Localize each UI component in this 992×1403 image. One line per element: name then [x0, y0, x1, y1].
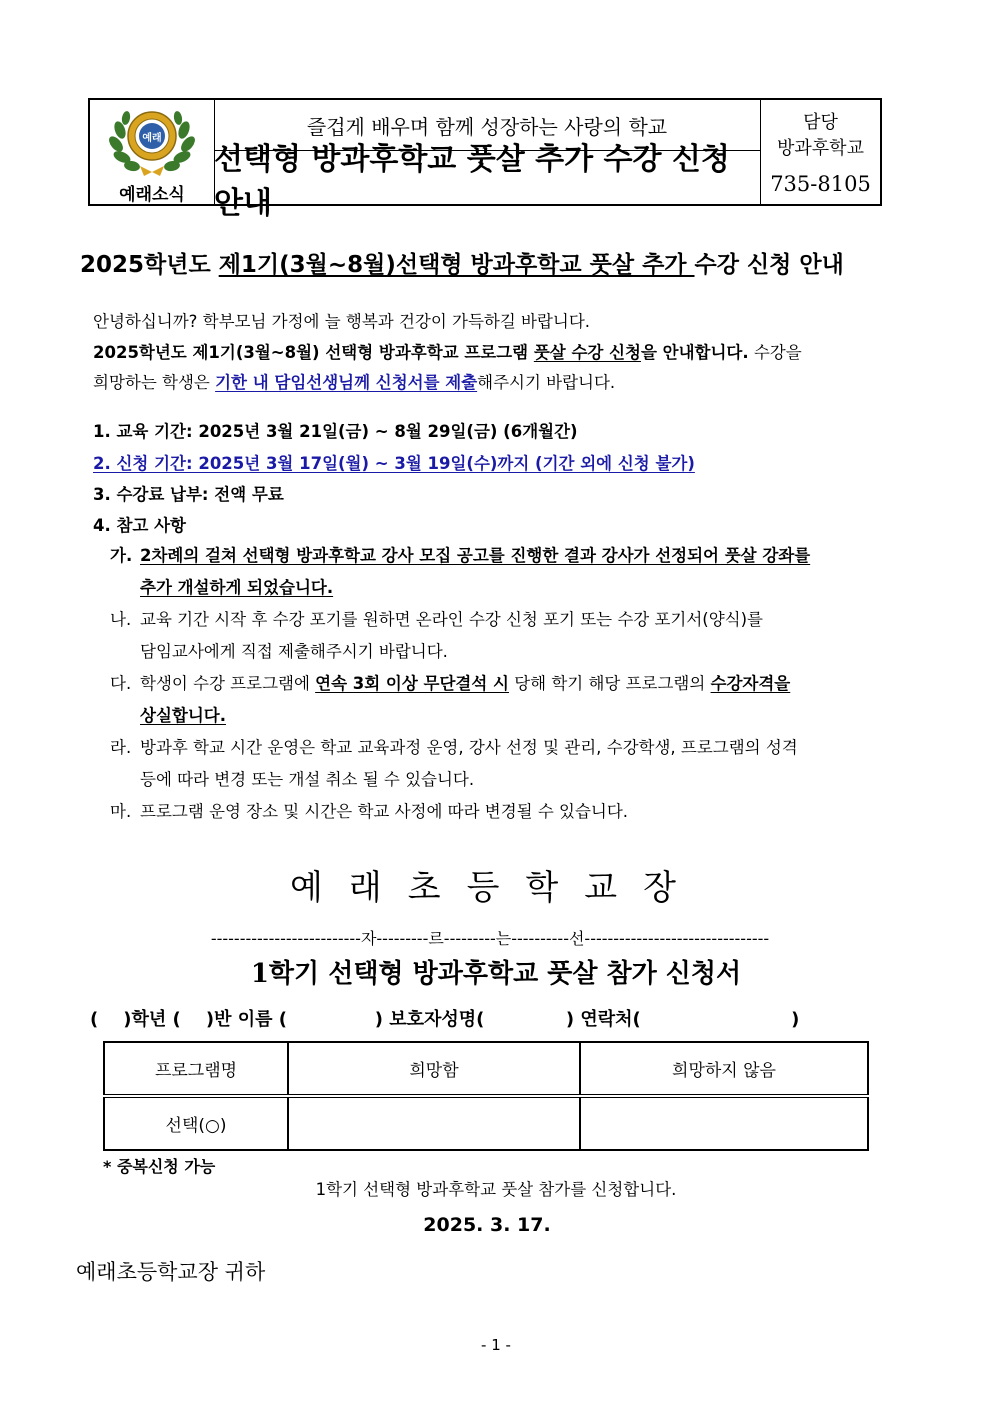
intro-line-3-post: 해주시기 바랍니다.	[477, 373, 616, 392]
note-da-line-2: 상실합니다.	[140, 706, 226, 725]
contact-dept: 방과후학교	[777, 138, 864, 159]
note-da-part-d: 수강자격을	[710, 674, 791, 693]
note-ra-marker: 라.	[110, 738, 132, 757]
header-center	[214, 100, 761, 221]
note-ga-marker: 가.	[110, 546, 133, 565]
header-title: 선택형 방과후학교 풋살 추가 수강 신청 안내	[214, 141, 730, 221]
form-recipient: 예래초등학교장 귀하	[76, 1260, 266, 1284]
header-box	[88, 98, 882, 221]
intro-line-2	[93, 339, 802, 363]
logo-label: 예래소식	[119, 185, 185, 205]
note-ma-marker: 마.	[110, 802, 132, 821]
intro-line-3-pre: 희망하는 학생은	[93, 373, 216, 392]
intro-line-2-bold: 2025학년도 제1기(3월~8월) 선택형 방과후학교 프로그램	[93, 343, 534, 362]
cut-line: --------------------------자---------르---------는----------선--------------------------------	[210, 929, 770, 948]
note-da-line-1	[140, 668, 898, 700]
intro-line-1: 안녕하십니까? 학부모님 가정에 늘 행복과 건강이 가득하길 바랍니다.	[93, 312, 591, 331]
note-ma	[110, 796, 900, 828]
table-header-row	[104, 1042, 868, 1096]
intro-line-2-underline: 풋살 수강 신청	[533, 343, 641, 362]
item-period: 1. 교육 기간: 2025년 3월 21일(금) ~ 8월 29일(금) (6개월간)	[93, 422, 578, 441]
intro-line-3	[93, 369, 615, 393]
note-da-part-a: 학생이 수강 프로그램에	[140, 674, 316, 693]
emblem-inner-text: 예래	[142, 133, 162, 144]
intro-line-3-highlight: 기한 내 담임선생님께 신청서를 제출	[215, 373, 478, 392]
logo-cell	[90, 100, 215, 204]
form-title: 1학기 선택형 방과후학교 풋살 참가 신청서	[250, 959, 742, 989]
note-ga-line-2: 추가 개설하게 되었습니다.	[140, 578, 334, 597]
item-fee: 3. 수강료 납부: 전액 무료	[93, 485, 284, 504]
apply-statement: 1학기 선택형 방과후학교 풋살 참가를 신청합니다.	[315, 1180, 677, 1199]
title-part-2: 제1기(3월~8월)선택형 방과후학교 풋살 추가	[218, 252, 695, 278]
header-want: 희망함	[288, 1042, 580, 1096]
item-notes-heading: 4. 참고 사항	[93, 516, 186, 535]
note-ga	[110, 540, 900, 604]
contact-cell	[761, 100, 880, 204]
contact-phone: 735-8105	[770, 172, 871, 196]
note-da-marker: 다.	[110, 674, 132, 693]
school-slogan: 즐겁게 배우며 함께 성장하는 사랑의 학교	[214, 100, 760, 151]
note-na-marker: 나.	[110, 610, 132, 629]
page-number: - 1 -	[481, 1336, 511, 1354]
want-cell[interactable]	[288, 1096, 580, 1150]
note-ra-line-1: 방과후 학교 시간 운영은 학교 교육과정 운영, 강사 선정 및 관리, 수강학생, 프로그램의 성격	[140, 738, 798, 757]
duplicate-note: * 중복신청 가능	[103, 1157, 216, 1176]
document-title	[80, 246, 920, 279]
note-da	[110, 668, 900, 732]
note-ga-line-1: 2차례의 걸쳐 선택형 방과후학교 강사 모집 공고를 진행한 결과 강사가 선정되어 풋살 강좌를	[140, 546, 811, 565]
note-ra-line-2: 등에 따라 변경 또는 개설 취소 될 수 있습니다.	[140, 770, 475, 789]
note-na-line-2: 담임교사에게 직접 제출해주시기 바랍니다.	[140, 642, 448, 661]
note-da-part-c: 당해 학기 해당 프로그램의	[508, 674, 711, 693]
form-info-row: ( )학년 ( )반 이름 ( ) 보호자성명( ) 연락처( )	[90, 1009, 800, 1030]
title-part-3: 수강 신청 안내	[694, 252, 844, 278]
principal-signature: 예래초등학교장	[290, 868, 702, 908]
selection-table	[103, 1041, 869, 1151]
note-na-line-1: 교육 기간 시작 후 수강 포기를 원하면 온라인 수강 신청 포기 또는 수강 포기서(양식)를	[140, 610, 763, 629]
intro-line-2-rest: 수강을	[748, 343, 802, 362]
note-ra	[110, 732, 900, 796]
note-da-part-b: 연속 3회 이상 무단결석 시	[315, 674, 509, 693]
note-na	[110, 604, 900, 668]
table-row	[104, 1096, 868, 1150]
intro-line-2-bold-end: 을 안내합니다.	[640, 343, 749, 362]
not-want-cell[interactable]	[580, 1096, 868, 1150]
row-select-label: 선택(○)	[104, 1096, 288, 1150]
item-application-period: 2. 신청 기간: 2025년 3월 17일(월) ~ 3월 19일(수)까지 (기간 외에 신청 불가)	[93, 454, 695, 473]
note-ma-line-1: 프로그램 운영 장소 및 시간은 학교 사정에 따라 변경될 수 있습니다.	[140, 802, 629, 821]
form-date: 2025. 3. 17.	[423, 1214, 551, 1236]
contact-label: 담당	[803, 112, 838, 133]
header-program: 프로그램명	[104, 1042, 288, 1096]
title-part-1: 2025학년도	[80, 252, 219, 278]
header-not-want: 희망하지 않음	[580, 1042, 868, 1096]
